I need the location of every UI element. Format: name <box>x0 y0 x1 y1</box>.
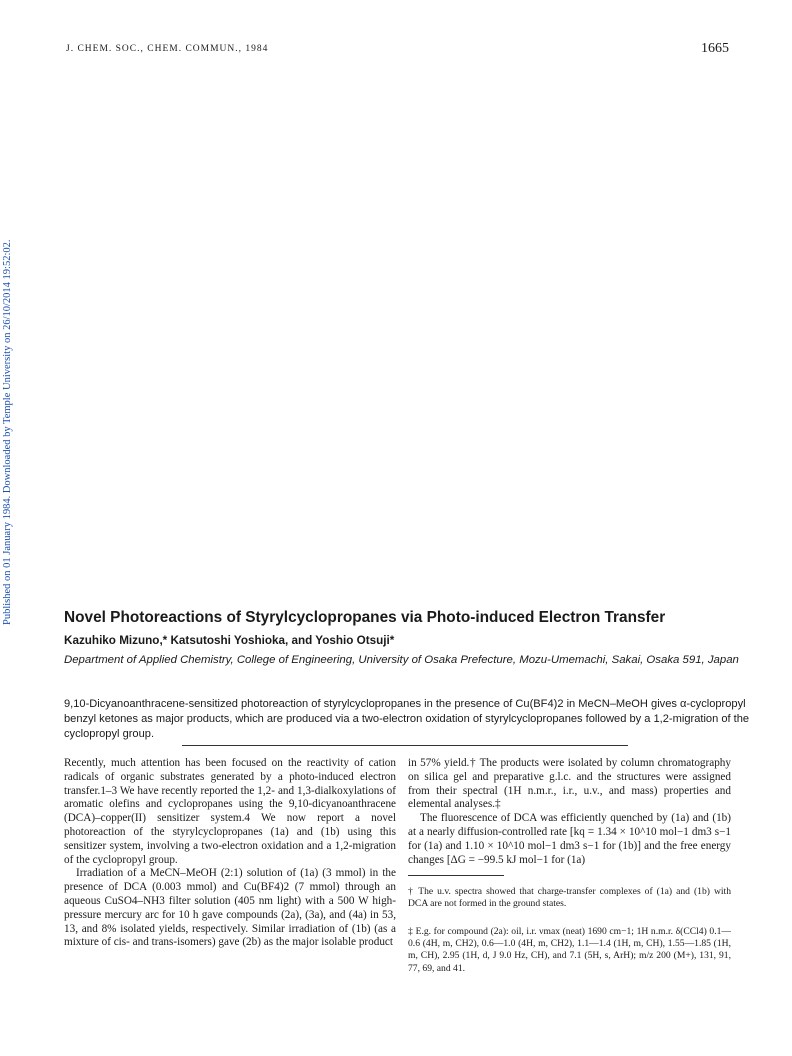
left-column <box>64 757 396 950</box>
running-head: J. CHEM. SOC., CHEM. COMMUN., 1984 <box>66 44 269 54</box>
footnote-double-dagger: ‡ E.g. for compound (2a): oil, i.r. νmax (neat) 1690 cm−1; 1H n.m.r. δ(CCl4) 0.1—0.6 (4H, m, CH2), 0.6—1.0 (4H, m, CH2), 1.1—1.4 (1H, m, CH), 1.55—1.85 (1H, m, CH), 2.95 (1H, d, J 9.0 Hz, CH), and 7.1 (5H, s, ArH); m/z 200 (M+), 131, 91, 77, 69, and 41. <box>408 926 731 974</box>
body-paragraph: Recently, much attention has been focused on the reactivity of cation radicals of organic substrates generated by a photo-induced electron transfer.1–3 We have recently reported the 1,2- and 1,3-dialkoxylations of aromatic olefins and cyclopropanes using the 9,10-dicyanoanthracene (DCA)–copper(II) sensitizer system.4 We now report a novel photoreaction of the styrylcyclopropanes (1a) and (1b) using this sensitizer system, involving a two-electron oxidation and a 1,2-migration of the cyclopropyl group. <box>64 757 396 866</box>
article-title: Novel Photoreactions of Styrylcyclopropanes via Photo-induced Electron Transfer <box>64 609 666 626</box>
article-abstract: 9,10-Dicyanoanthracene-sensitized photoreaction of styrylcyclopropanes in the presence of Cu(BF4)2 in MeCN–MeOH gives α-cyclopropyl benzyl ketones as major products, which are produced via a two-electron oxidation of styrylcyclopropanes followed by a 1,2-migration of the cyclopropyl group. <box>64 698 750 740</box>
article-affiliation: Department of Applied Chemistry, College of Engineering, University of Osaka Prefecture, Mozu-Umemachi, Sakai, Osaka 591, Japan <box>64 654 739 666</box>
footnote-dagger: † The u.v. spectra showed that charge-transfer complexes of (1a) and (1b) with DCA are not formed in the ground states. <box>408 886 731 910</box>
body-paragraph: in 57% yield.† The products were isolated by column chromatography on silica gel and preparative g.l.c. and the structures were assigned from their spectral (1H n.m.r., i.r., u.v., and mass) properties and elemental analyses.‡ <box>408 757 731 811</box>
article-authors: Kazuhiko Mizuno,* Katsutoshi Yoshioka, and Yoshio Otsuji* <box>64 634 395 647</box>
right-column <box>408 757 731 867</box>
download-notice-text[interactable]: Published on 01 January 1984. Downloaded by Temple University on 26/10/2014 19:52:02. <box>2 239 13 625</box>
body-paragraph: The fluorescence of DCA was efficiently quenched by (1a) and (1b) at a nearly diffusion-controlled rate [kq = 1.34 × 10^10 mol−1 dm3 s−1 for (1a) and 1.10 × 10^10 mol−1 dm3 s−1 for (1b)] and the free energy changes [ΔG = −99.5 kJ mol−1 for (1a) <box>408 812 731 866</box>
footnote-divider <box>408 875 504 876</box>
abstract-divider <box>182 745 628 746</box>
page-number: 1665 <box>701 41 729 56</box>
body-paragraph: Irradiation of a MeCN–MeOH (2:1) solution of (1a) (3 mmol) in the presence of DCA (0.003 mmol) and Cu(BF4)2 (7 mmol) through an aqueous CuSO4–NH3 filter solution (405 nm light) with a 500 W high-pressure mercury arc for 10 h gave compounds (2a), (3a), and (4a) in 53, 13, and 8% isolated yields, respectively. Similar irradiation of (1b) (as a mixture of cis- and trans-isomers) gave (2b) as the major isolable product <box>64 867 396 949</box>
